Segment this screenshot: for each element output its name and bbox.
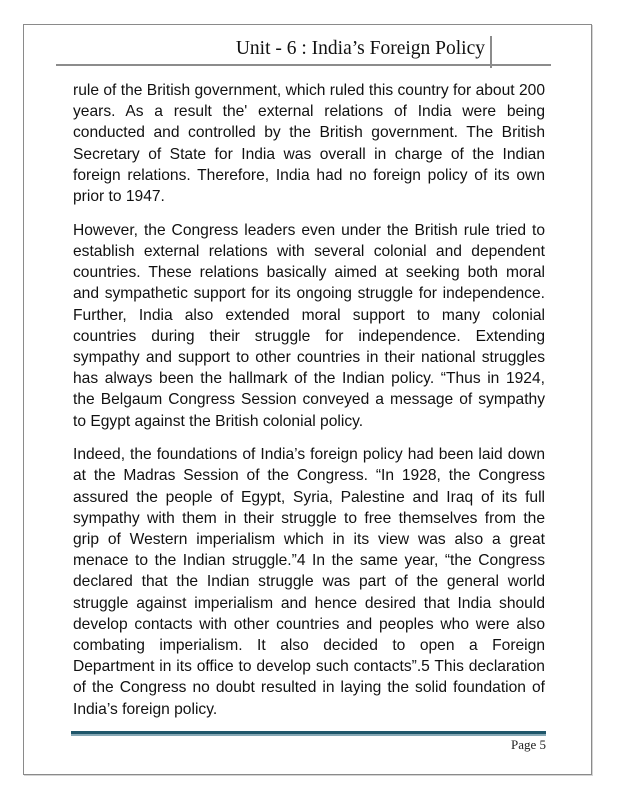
header-rule (56, 64, 551, 66)
footer-rule (71, 731, 546, 736)
running-header-title: Unit - 6 : India’s Foreign Policy (235, 38, 485, 59)
footer-rule-light (71, 734, 546, 736)
paragraph: rule of the British government, which ruled this country for about 200 years. As a result the' external relations of India were being conducted and controlled by the British government. The British Secretary of State for India was overall in charge of the Indian foreign relations. Therefore, India had no foreign policy of its own prior to 1947. (73, 82, 545, 206)
paragraph: Indeed, the foundations of India’s foreign policy had been laid down at the Madras Session of the Congress. “In 1928, the Congress assured the people of Egypt, Syria, Palestine and Iraq of its full sympathy with them in their struggle to free themselves from the grip of Western imperialism which in its view was also a great menace to the Indian struggle.”4 In the same year, “the Congress declared that the Indian struggle was part of the general world struggle against imperialism and hence desired that India should develop contacts with other countries and peoples who were also combating imperialism. It also decided to open a Foreign Department in its office to develop such contacts”.5 This declaration of the Congress no doubt resulted in laying the solid foundation of India’s foreign policy. (73, 446, 545, 718)
page-number: Page 5 (510, 737, 546, 752)
body-text (73, 80, 545, 732)
paragraph: However, the Congress leaders even under the British rule tried to establish external relations with several colonial and dependent countries. These relations basically aimed at seeking both moral and sympathetic support for its ongoing struggle for independence. Further, India also extended moral support to many colonial countries during their struggle for independence. Extending sympathy and support to other countries in their national struggles has always been the hallmark of the Indian policy. “Thus in 1924, the Belgaum Congress Session conveyed a message of sympathy to Egypt against the British colonial policy. (73, 221, 545, 430)
